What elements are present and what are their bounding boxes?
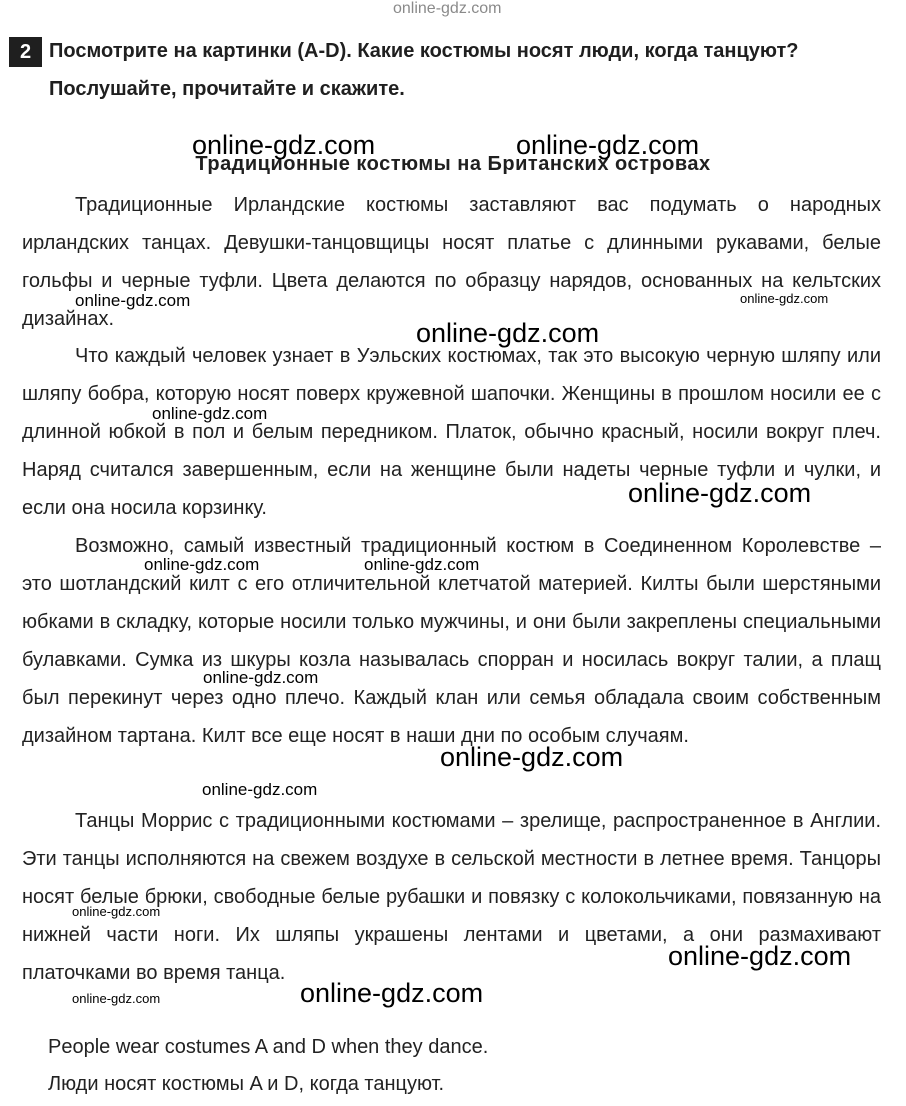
watermark: online-gdz.com	[202, 780, 318, 799]
paragraph-text: Танцы Моррис с традиционными костюмами – зрелище, распространенное в Англии. Эти танцы исполняются на свежем воздухе в сельской местности в летнее время. Танцоры носят белые брюки, свободные белые рубашки и повязку с колокольчиками, повязанную на нижней части ноги. Их шляпы украшены лентами и цветами, а они размахивают платочками во время танца.	[22, 810, 881, 984]
watermark: online-gdz.com	[668, 941, 852, 971]
watermark: online-gdz.com	[152, 404, 268, 423]
watermark: online-gdz.com	[740, 291, 829, 306]
paragraph-text: Что каждый человек узнает в Уэльских костюмах, так это высокую черную шляпу или шляпу бобра, которую носят поверх кружевной шапочки. Женщины в прошлом носили ее с длинной юбкой в пол и белым передником. Платок, обычно красный, носили вокруг плеч. Наряд считался завершенным, если на женщине были надеты черные туфли и чулки, и если она носила корзинку.	[22, 345, 881, 519]
watermark: online-gdz.com	[203, 668, 319, 687]
paragraph-text: Возможно, самый известный традиционный костюм в Соединенном Королевстве – это шотландский килт с его отличительной клетчатой материей. Килты были шерстяными юбками в складку, которые носили только мужчины, и они были закреплены специальными булавками. Сумка из шкуры козла называлась спорран и носилась вокруг талии, а плащ был перекинут через одно плечо. Каждый клан или семья обладала своим собственным дизайном тартана. Килт все еще носят в наши дни по особым случаям.	[22, 535, 881, 747]
watermark: online-gdz.com	[144, 555, 260, 574]
watermark: online-gdz.com	[393, 0, 502, 17]
task-instruction: Посмотрите на картинки (A-D). Какие костюмы носят люди, когда танцуют?	[49, 40, 799, 62]
watermark: online-gdz.com	[516, 130, 700, 160]
watermark: online-gdz.com	[416, 318, 600, 348]
answer-english: People wear costumes A and D when they dance.	[48, 1036, 489, 1058]
text-title: Традиционные костюмы на Британских островах	[195, 153, 711, 175]
paragraph-text: Традиционные Ирландские костюмы заставляют вас подумать о народных ирландских танцах. Девушки-танцовщицы носят платье с длинными рукавами, белые гольфы и черные туфли. Цвета делаются по образцу нарядов, основанных на кельтских дизайнах.	[22, 194, 881, 330]
watermark: online-gdz.com	[300, 978, 484, 1008]
watermark: online-gdz.com	[440, 742, 624, 772]
paragraph-1	[22, 186, 881, 338]
watermark: online-gdz.com	[75, 291, 191, 310]
watermark: online-gdz.com	[364, 555, 480, 574]
task-instruction-2: Послушайте, прочитайте и скажите.	[49, 78, 405, 100]
watermark: online-gdz.com	[72, 904, 161, 919]
watermark: online-gdz.com	[628, 478, 812, 508]
watermark: online-gdz.com	[72, 991, 161, 1006]
watermark: online-gdz.com	[192, 130, 376, 160]
answer-russian: Люди носят костюмы A и D, когда танцуют.	[48, 1073, 445, 1095]
task-number-badge: 2	[9, 37, 42, 67]
